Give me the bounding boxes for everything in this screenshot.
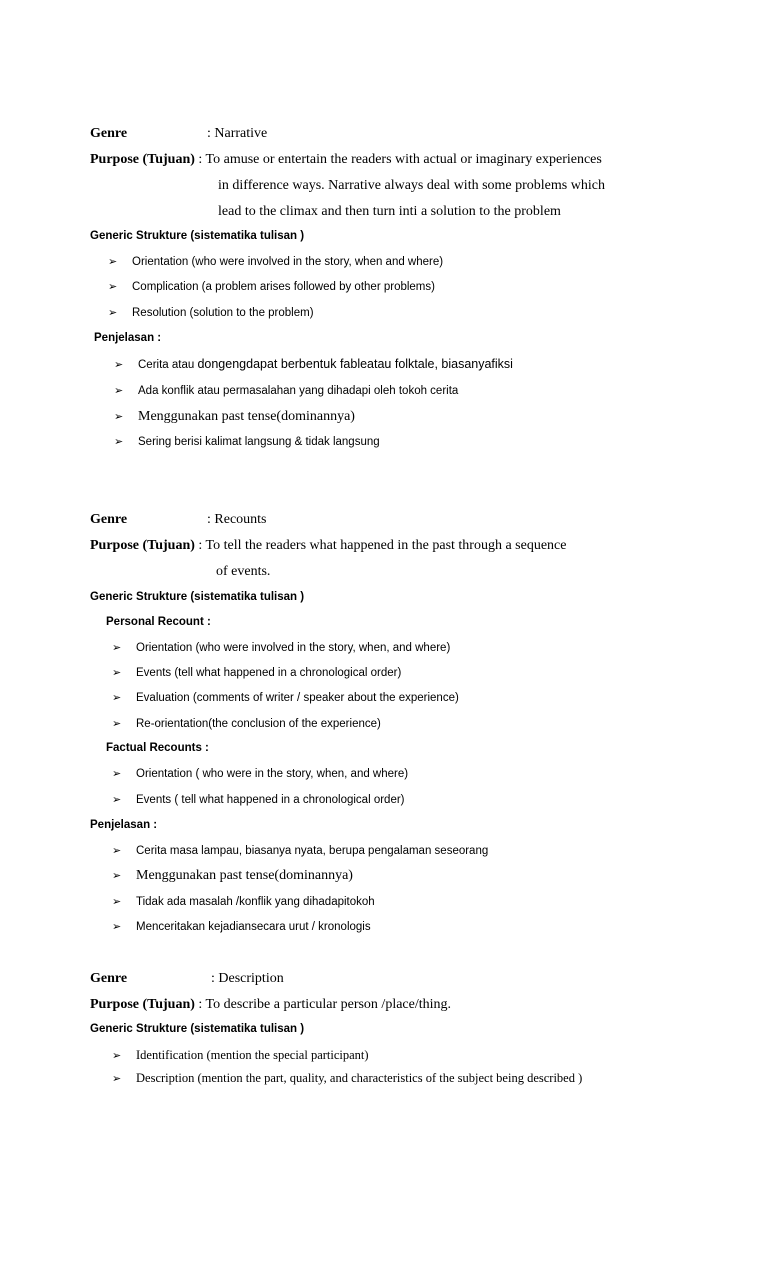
- description-genre-label: Genre: [90, 971, 128, 986]
- arrow-bullet-icon: ➢: [114, 410, 124, 423]
- list-item: ➢ Evaluation (comments of writer / speaker about the experience): [112, 691, 459, 704]
- description-genre-value: : Description: [211, 971, 284, 986]
- arrow-bullet-icon: ➢: [108, 280, 118, 293]
- list-item: ➢ Cerita masa lampau, biasanya nyata, berupa pengalaman seseorang: [112, 844, 489, 857]
- list-item: ➢ Cerita atau dongengdapat berbentuk fableatau folktale, biasanyafiksi: [114, 357, 513, 371]
- list-item: ➢ Identification (mention the special participant): [112, 1048, 369, 1062]
- arrow-bullet-icon: ➢: [112, 793, 122, 806]
- list-item: ➢ Orientation ( who were in the story, when, and where): [112, 767, 409, 780]
- recounts-purpose-text-1: : To tell the readers what happened in the past through a sequence: [198, 538, 567, 553]
- list-item: ➢ Re-orientation(the conclusion of the experience): [112, 717, 381, 730]
- recounts-purpose-line: [90, 538, 567, 554]
- arrow-bullet-icon: ➢: [108, 255, 118, 268]
- narrative-purpose-line: [90, 152, 602, 168]
- list-item: ➢ Orientation (who were involved in the story, when, and where): [112, 641, 451, 654]
- arrow-bullet-icon: ➢: [112, 895, 122, 908]
- recounts-genre-value: : Recounts: [207, 512, 267, 527]
- recounts-genre-line: [90, 512, 267, 528]
- factual-recounts-heading: Factual Recounts :: [106, 742, 209, 754]
- recounts-explanation-heading: Penjelasan :: [90, 819, 158, 831]
- arrow-bullet-icon: ➢: [114, 358, 124, 371]
- narrative-genre-line: [90, 126, 267, 142]
- arrow-bullet-icon: ➢: [112, 1049, 122, 1062]
- narrative-explanation-heading: Penjelasan :: [94, 332, 162, 344]
- description-purpose-text-1: : To describe a particular person /place/thing.: [194, 997, 452, 1012]
- list-item: ➢ Resolution (solution to the problem): [108, 306, 314, 319]
- arrow-bullet-icon: ➢: [112, 666, 122, 679]
- recounts-structure-heading: Generic Strukture (sistematika tulisan ): [90, 591, 305, 603]
- narrative-genre-value: : Narrative: [207, 126, 268, 141]
- arrow-bullet-icon: ➢: [112, 641, 122, 654]
- arrow-bullet-icon: ➢: [112, 767, 122, 780]
- arrow-bullet-icon: ➢: [112, 717, 122, 730]
- list-item: ➢ Tidak ada masalah /konflik yang dihadapitokoh: [112, 895, 375, 908]
- narrative-purpose-text-1: : To amuse or entertain the readers with actual or imaginary experiences: [198, 152, 602, 167]
- description-structure-heading: Generic Strukture (sistematika tulisan ): [90, 1023, 305, 1035]
- personal-recount-heading: Personal Recount :: [106, 616, 211, 628]
- arrow-bullet-icon: ➢: [114, 384, 124, 397]
- list-item: ➢ Menggunakan past tense(dominannya): [114, 409, 355, 424]
- recounts-purpose-text-2: of events.: [216, 564, 271, 579]
- arrow-bullet-icon: ➢: [108, 306, 118, 319]
- narrative-purpose-label: Purpose (Tujuan): [90, 152, 195, 167]
- narrative-purpose-text-3: lead to the climax and then turn inti a solution to the problem: [218, 204, 561, 219]
- list-item: ➢ Events ( tell what happened in a chronological order): [112, 793, 405, 806]
- list-item: ➢ Orientation (who were involved in the story, when and where): [108, 255, 444, 268]
- arrow-bullet-icon: ➢: [112, 844, 122, 857]
- arrow-bullet-icon: ➢: [112, 691, 122, 704]
- narrative-structure-heading: Generic Strukture (sistematika tulisan ): [90, 230, 305, 242]
- list-item: ➢ Menceritakan kejadiansecara urut / kronologis: [112, 920, 371, 933]
- description-genre-line: [90, 971, 284, 987]
- arrow-bullet-icon: ➢: [112, 1072, 122, 1085]
- narrative-genre-label: Genre: [90, 126, 128, 141]
- list-item: ➢ Events (tell what happened in a chronological order): [112, 666, 402, 679]
- list-item: ➢ Complication (a problem arises followed by other problems): [108, 280, 435, 293]
- list-item: ➢ Ada konflik atau permasalahan yang dihadapi oleh tokoh cerita: [114, 384, 459, 397]
- list-item: ➢ Description (mention the part, quality, and characteristics of the subject being described ): [112, 1071, 583, 1085]
- recounts-purpose-label: Purpose (Tujuan): [90, 538, 195, 553]
- description-purpose-line: [90, 997, 451, 1013]
- arrow-bullet-icon: ➢: [114, 435, 124, 448]
- arrow-bullet-icon: ➢: [112, 869, 122, 882]
- description-purpose-label: Purpose (Tujuan): [90, 997, 195, 1012]
- recounts-genre-label: Genre: [90, 512, 128, 527]
- arrow-bullet-icon: ➢: [112, 920, 122, 933]
- list-item: ➢ Sering berisi kalimat langsung & tidak langsung: [114, 435, 380, 448]
- narrative-purpose-text-2: in difference ways. Narrative always deal with some problems which: [218, 178, 605, 193]
- list-item: ➢ Menggunakan past tense(dominannya): [112, 868, 353, 883]
